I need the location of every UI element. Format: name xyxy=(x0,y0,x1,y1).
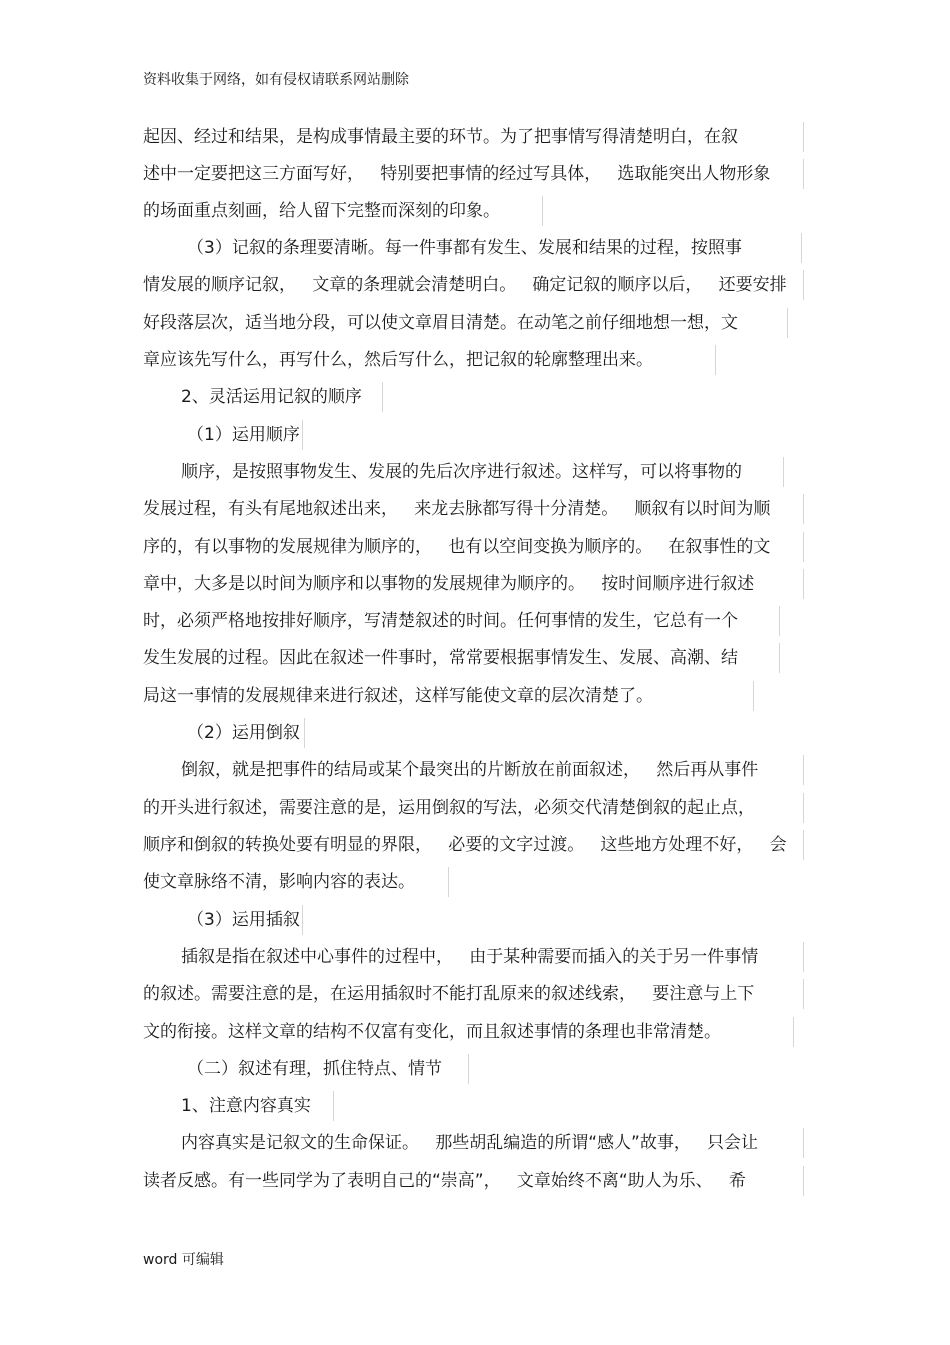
text-line: 时，必须严格地按排好顺序，写清楚叙述的时间。任何事情的发生，它总有一个 xyxy=(143,606,780,636)
text-line: 章中，大多是以时间为顺序和以事物的发展规律为顺序的。 按时间顺序进行叙述 xyxy=(143,569,804,599)
page-footer: word 可编辑 xyxy=(143,1252,224,1268)
text-line: 情发展的顺序记叙， 文章的条理就会清楚明白。 确定记叙的顺序以后， 还要安排 xyxy=(143,270,804,300)
text-line: 述中一定要把这三方面写好， 特别要把事情的经过写具体， 选取能突出人物形象 xyxy=(143,159,804,189)
text-line: 发展过程，有头有尾地叙述出来， 来龙去脉都写得十分清楚。 顺叙有以时间为顺 xyxy=(143,494,804,524)
text-line: 内容真实是记叙文的生命保证。 那些胡乱编造的所谓“感人”故事， 只会让 xyxy=(181,1128,804,1158)
text-line: 读者反感。有一些同学为了表明自己的“崇高”， 文章始终不离“助人为乐、 希 xyxy=(143,1166,804,1196)
text-line: 起因、经过和结果，是构成事情最主要的环节。为了把事情写得清楚明白，在叙 xyxy=(143,122,804,152)
text-line: 发生发展的过程。因此在叙述一件事时，常常要根据事情发生、发展、高潮、结 xyxy=(143,643,780,673)
section-heading: 2、灵活运用记叙的顺序 xyxy=(181,382,383,412)
subsection-heading: （2）运用倒叙 xyxy=(187,718,305,748)
text-line: （3）记叙的条理要清晰。每一件事都有发生、发展和结果的过程，按照事 xyxy=(187,233,802,263)
text-line: 顺序和倒叙的转换处要有明显的界限， 必要的文字过渡。 这些地方处理不好， 会 xyxy=(143,830,804,860)
text-line: 使文章脉络不清，影响内容的表达。 xyxy=(143,867,449,897)
subsection-heading: （二）叙述有理，抓住特点、情节 xyxy=(187,1054,469,1084)
text-line: 序的，有以事物的发展规律为顺序的， 也有以空间变换为顺序的。 在叙事性的文 xyxy=(143,532,804,562)
text-line: 好段落层次，适当地分段，可以使文章眉目清楚。在动笔之前仔细地想一想，文 xyxy=(143,308,788,338)
text-line: 顺序，是按照事物发生、发展的先后次序进行叙述。这样写，可以将事物的 xyxy=(181,457,784,487)
page-header: 资料收集于网络，如有侵权请联系网站删除 xyxy=(143,72,409,88)
text-line: 章应该先写什么，再写什么，然后写什么，把记叙的轮廓整理出来。 xyxy=(143,345,716,375)
text-line: 插叙是指在叙述中心事件的过程中， 由于某种需要而插入的关于另一件事情 xyxy=(181,942,804,972)
text-line: 的开头进行叙述，需要注意的是，运用倒叙的写法，必须交代清楚倒叙的起止点， xyxy=(143,793,804,823)
text-line: 倒叙，就是把事件的结局或某个最突出的片断放在前面叙述， 然后再从事件 xyxy=(181,755,804,785)
subsection-heading: （1）运用顺序 xyxy=(187,420,303,450)
subsection-heading: （3）运用插叙 xyxy=(187,905,303,935)
text-line: 文的衔接。这样文章的结构不仅富有变化，而且叙述事情的条理也非常清楚。 xyxy=(143,1017,794,1047)
text-line: 的叙述。需要注意的是，在运用插叙时不能打乱原来的叙述线索， 要注意与上下 xyxy=(143,979,804,1009)
text-line: 的场面重点刻画，给人留下完整而深刻的印象。 xyxy=(143,196,543,226)
section-heading: 1、注意内容真实 xyxy=(181,1091,334,1121)
text-line: 局这一事情的发展规律来进行叙述，这样写能使文章的层次清楚了。 xyxy=(143,681,754,711)
